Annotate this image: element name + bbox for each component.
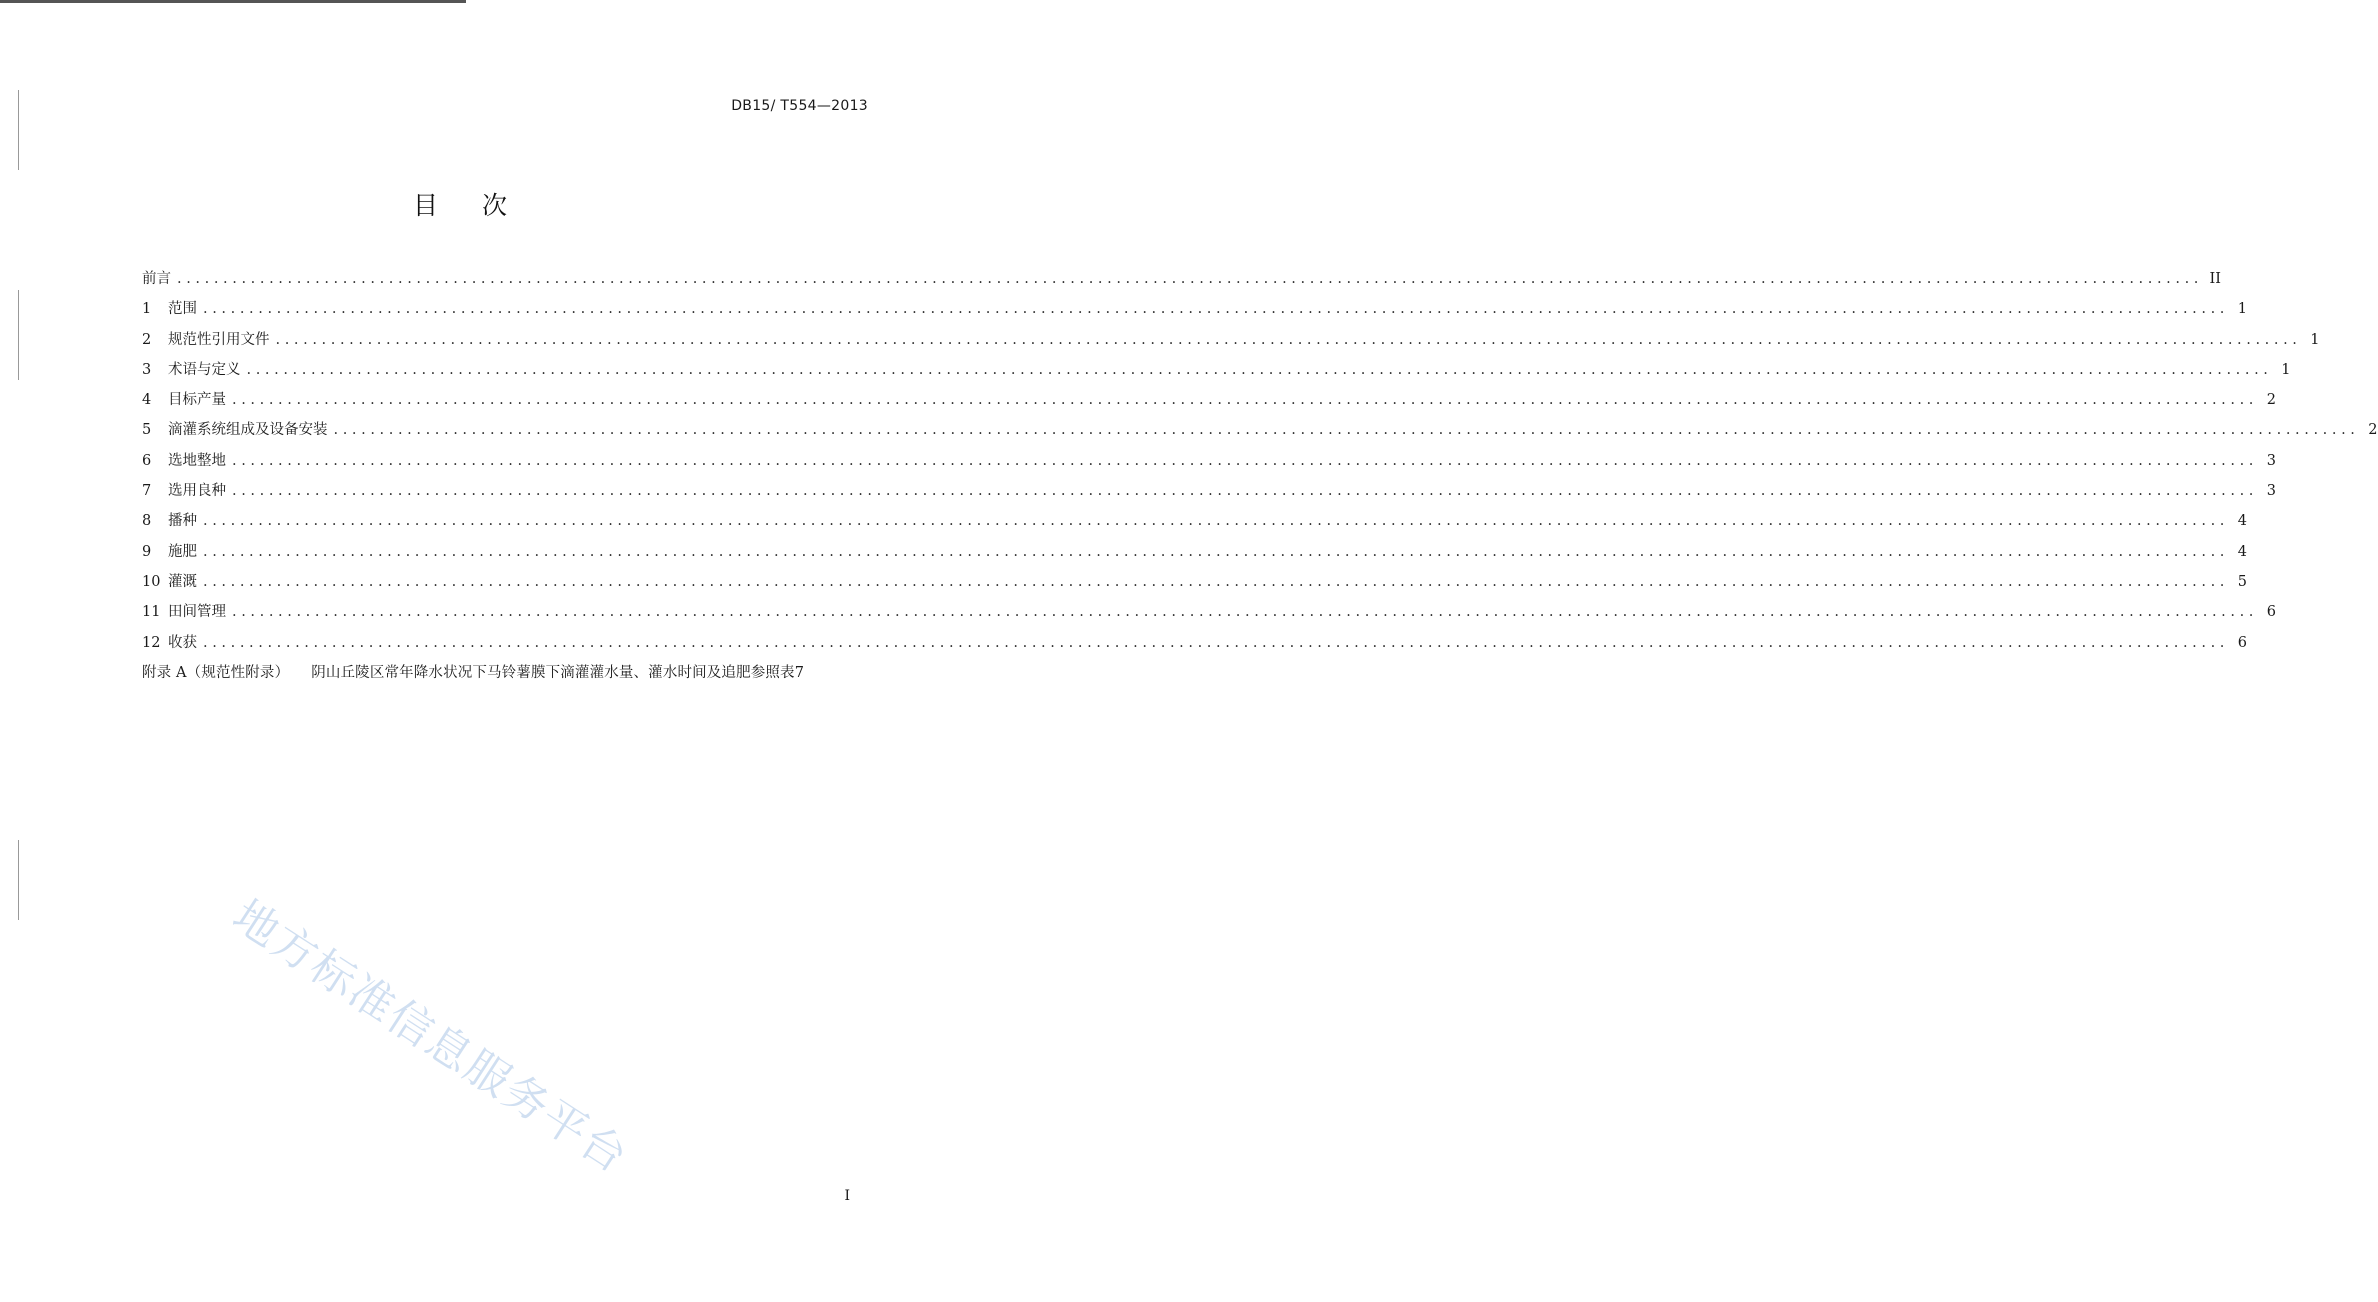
toc-entry-page: 4	[2237, 513, 2248, 530]
toc-entry[interactable]	[142, 446, 2277, 476]
toc-entry-label: 选用良种	[168, 483, 226, 500]
toc-entry-label: 术语与定义	[168, 361, 241, 378]
toc-entry-number: 11	[142, 604, 161, 621]
toc-leader-dots: ............................................................................................................................................................................................................................	[203, 301, 2230, 318]
toc-entry[interactable]	[142, 415, 2378, 445]
toc-entry-label: 滴灌系统组成及设备安装	[168, 422, 328, 439]
toc-entry-number: 9	[142, 543, 152, 560]
toc-appendix-entry[interactable]	[142, 658, 858, 688]
toc-entry-page: II	[2209, 271, 2222, 287]
toc-entry-number: 12	[142, 634, 161, 651]
binding-mark	[18, 90, 19, 170]
toc-entry-number: 5	[142, 422, 152, 439]
binding-mark	[18, 840, 19, 920]
toc-entry-page: 3	[2266, 452, 2277, 469]
toc-leader-dots: ............................................................................................................................................................................................................................	[232, 392, 2259, 409]
toc-entry-page: 6	[2237, 634, 2248, 651]
toc-entry-page: 2	[2266, 392, 2277, 409]
toc-entry[interactable]	[142, 355, 2291, 385]
toc-entry-label: 灌溉	[168, 573, 197, 590]
appendix-page: 7	[794, 664, 805, 681]
toc-entry-page: 1	[2281, 361, 2291, 378]
toc-entry-number: 2	[142, 331, 152, 348]
toc-entry[interactable]	[142, 506, 2248, 536]
toc-entry[interactable]	[142, 537, 2248, 567]
toc-entry-number: 10	[142, 573, 161, 590]
toc-entry-label: 施肥	[168, 543, 197, 560]
toc-leader-dots: ............................................................................................................................................................................................................................	[203, 543, 2230, 560]
toc-entry[interactable]	[142, 476, 2277, 506]
page-number: I	[844, 1188, 850, 1204]
toc-entry[interactable]	[142, 385, 2277, 415]
page-title: 目次	[412, 191, 551, 220]
toc-entry-label: 收获	[168, 634, 197, 651]
toc-entry-label: 目标产量	[168, 392, 226, 409]
toc-entry-number: 1	[142, 301, 152, 318]
toc-entry[interactable]	[142, 264, 2222, 294]
toc-entry[interactable]	[142, 325, 2320, 355]
toc-entry-number: 6	[142, 452, 152, 469]
toc-entry-label: 范围	[168, 301, 197, 318]
toc-leader-dots: ............................................................................................................................................................................................................................	[232, 452, 2259, 469]
toc-entry-label: 前言	[142, 271, 171, 287]
top-rule	[0, 0, 466, 3]
toc-entry[interactable]	[142, 567, 2248, 597]
appendix-prefix: 附录 A（规范性附录）	[142, 664, 290, 681]
standard-code: DB15/ T554—2013	[731, 98, 868, 114]
toc-entry-page: 6	[2266, 604, 2277, 621]
toc-entry-number: 8	[142, 513, 152, 530]
toc-leader-dots: ............................................................................................................................................................................................................................	[246, 361, 2273, 378]
toc-entry[interactable]	[142, 294, 2248, 324]
toc-leader-dots: ............................................................................................................................................................................................................................	[203, 573, 2230, 590]
toc-entry-page: 3	[2266, 483, 2277, 500]
toc-leader-dots: ............................................................................................................................................................................................................................	[333, 422, 2360, 439]
toc-leader-dots: ............................................................................................................................................................................................................................	[203, 634, 2230, 651]
toc-entry-label: 田间管理	[168, 604, 226, 621]
toc-leader-dots: ............................................................................................................................................................................................................................	[232, 483, 2259, 500]
toc-entry-number: 7	[142, 483, 152, 500]
toc-entry[interactable]	[142, 628, 2248, 658]
toc-entry-number: 3	[142, 361, 152, 378]
toc-entry[interactable]	[142, 597, 2277, 627]
toc-entry-page: 1	[2310, 331, 2320, 348]
toc-entry-page: 4	[2237, 543, 2248, 560]
binding-mark	[18, 290, 19, 380]
toc-leader-dots: ............................................................................................................................................................................................................................	[275, 331, 2302, 348]
watermark: 地方标准信息服务平台	[223, 890, 638, 1184]
toc-entry-page: 1	[2237, 301, 2248, 318]
toc-entry-page: 2	[2368, 422, 2378, 439]
toc-leader-dots: ............................................................................................................................................................................................................................	[177, 271, 2204, 287]
toc-entry-label: 规范性引用文件	[168, 331, 270, 348]
toc-entry-page: 5	[2237, 573, 2248, 590]
toc-entry-number: 4	[142, 392, 152, 409]
appendix-title: 阴山丘陵区常年降水状况下马铃薯膜下滴灌灌水量、灌水时间及追肥参照表	[311, 664, 795, 681]
toc-entry-label: 播种	[168, 513, 197, 530]
toc-leader-dots: ............................................................................................................................................................................................................................	[203, 513, 2230, 530]
toc-leader-dots: ............................................................................................................................................................................................................................	[232, 604, 2259, 621]
toc-entry-label: 选地整地	[168, 452, 226, 469]
table-of-contents	[142, 264, 2378, 688]
